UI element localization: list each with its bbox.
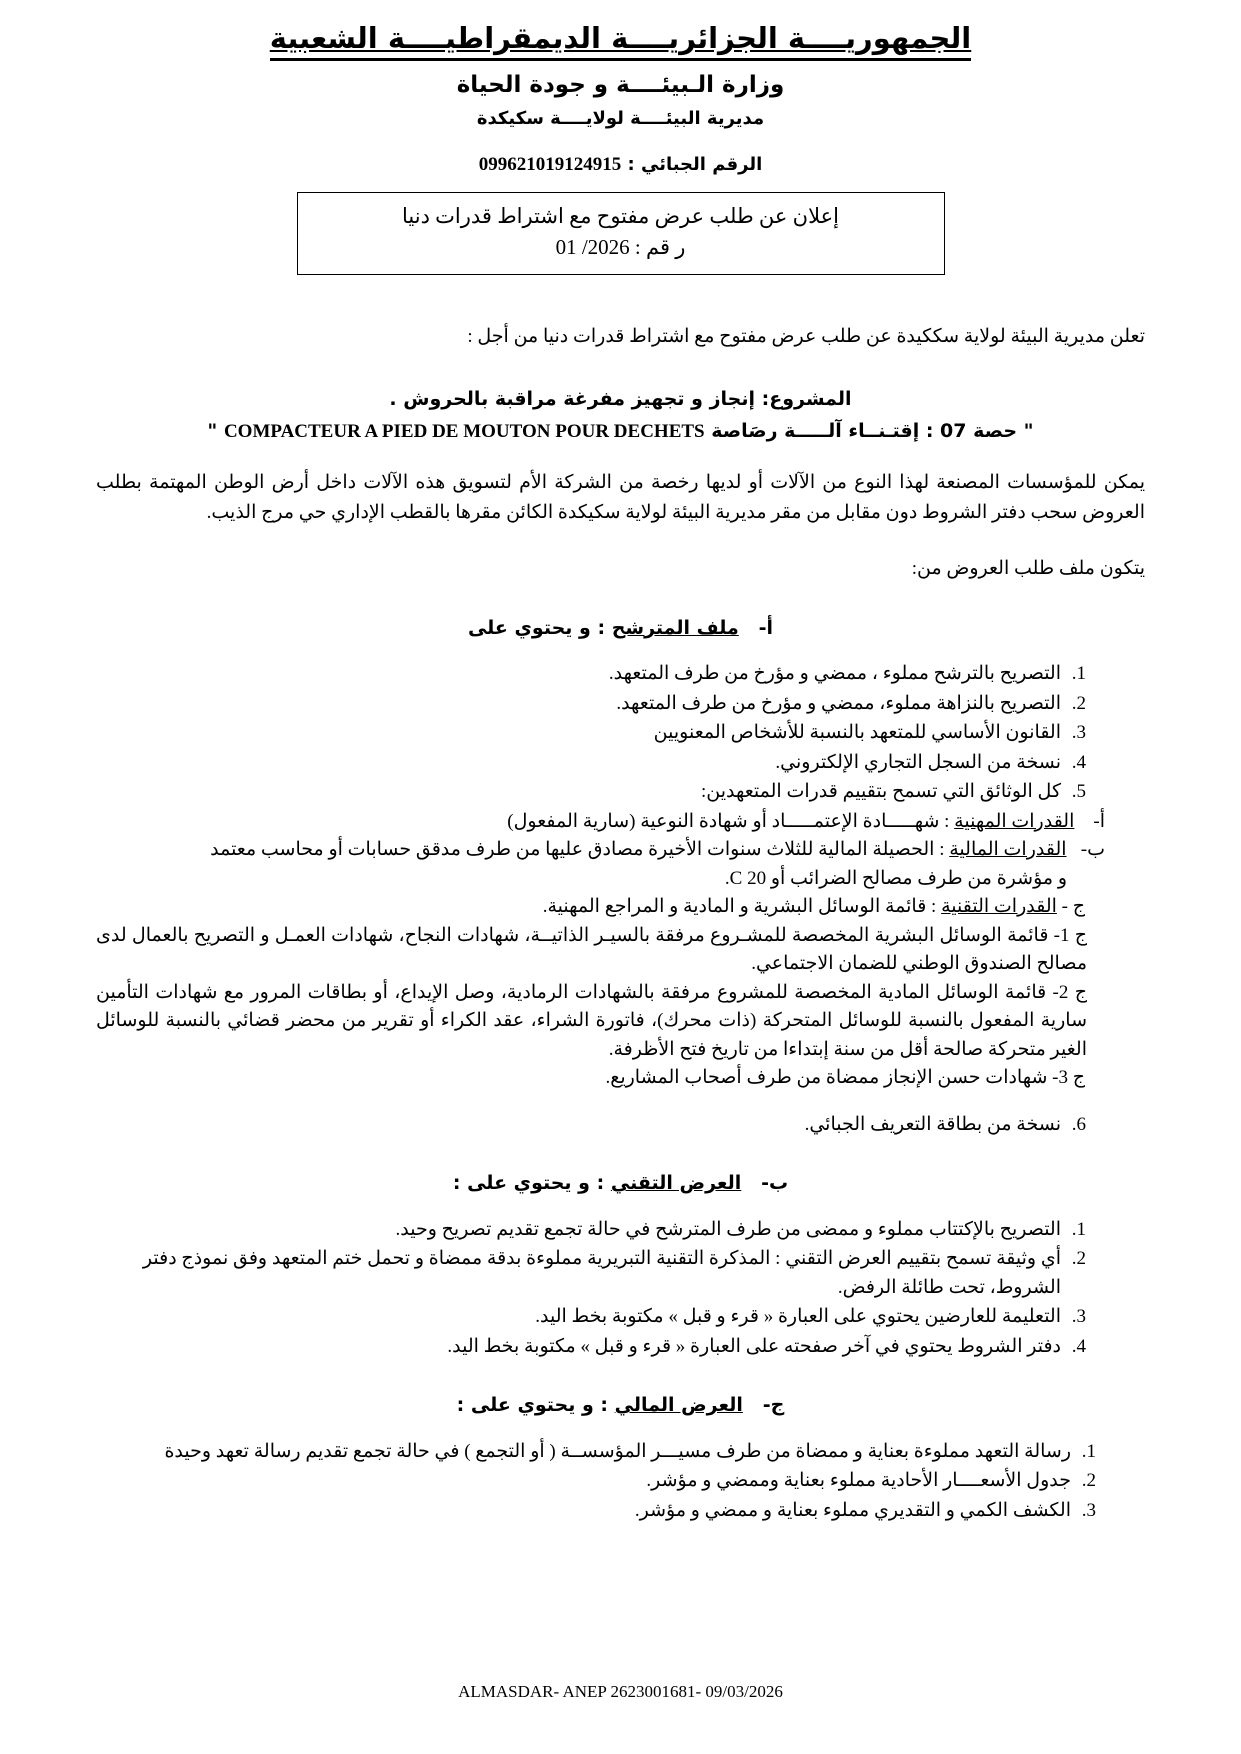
project-lot (96, 417, 1145, 447)
section-c-list (96, 1438, 1145, 1526)
section-c-heading (96, 1391, 1145, 1420)
section-a-list (96, 660, 1145, 807)
announcement-title: إعلان عن طلب عرض مفتوح مع اشتراط قدرات دنيا (401, 203, 839, 228)
list-item: 1. التصريح بالترشح مملوء ، ممضي و مؤرخ من طرف المتعهد. (96, 660, 1067, 689)
project-block (96, 385, 1145, 446)
capability-technical-title: القدرات التقنية (941, 896, 1057, 918)
list-item: 6. نسخة من بطاقة التعريف الجبائي. (96, 1111, 1067, 1140)
section-a-list-cont (96, 1111, 1145, 1140)
tax-number-line (96, 154, 1145, 176)
list-item: 1. رسالة التعهد مملوءة بعناية و ممضاة من طرف مسيـــر المؤسســة ( أو التجمع ) في حالة تجمع تقديم رسالة تعهد وحيدة (96, 1438, 1077, 1467)
document-content (96, 20, 1145, 1526)
capability-technical-text: : قائمة الوسائل البشرية و المادية و المراجع المهنية. (542, 896, 937, 918)
capability-professional-marker: أ- (1093, 810, 1105, 832)
capability-j1: ج 1- قائمة الوسائل البشرية المخصصة للمشـروع مرفقة بالسيـر الذاتيــة، شهادات النجاح، شهادات العمـل و التصريح بالعمال لدى مصالح الصندوق الوطني للضمان الاجتماعي. (96, 924, 1088, 975)
capability-technical-marker: ج - (1061, 896, 1085, 918)
tax-number-value: 099621019124915 (478, 153, 622, 175)
file-composition-line: يتكون ملف طلب العروض من: (911, 558, 1145, 580)
capability-j3: ج 3- شهادات حسن الإنجاز ممضاة من طرف أصحاب المشاريع. (605, 1067, 1085, 1089)
header-republic-text: الجمهوريــــة الجزائريــــة الديمقراطيــــة الشعبية (270, 21, 972, 61)
list-item: 4. نسخة من السجل التجاري الإلكتروني. (96, 749, 1067, 778)
capability-technical (96, 893, 1145, 922)
section-a-title: ملف المترشح (611, 616, 739, 639)
list-item: 2. جدول الأسعــــار الأحادية مملوء بعناية وممضي و مؤشر. (96, 1467, 1077, 1496)
project-label: المشروع: إنجاز و تجهيز مفرغة مراقبة بالحروش . (389, 388, 852, 411)
section-b-title: العرض التقني (610, 1172, 742, 1195)
section-b-heading (96, 1169, 1145, 1198)
header-republic (96, 20, 1145, 58)
section-a-marker: أ- (758, 616, 774, 639)
capability-financial-title: القدرات المالية (949, 839, 1067, 861)
section-c-title: العرض المالي (614, 1394, 743, 1417)
document-footer: ALMASDAR- ANEP 2623001681- 09/03/2026 (458, 1682, 783, 1701)
project-lot-suffix: " (207, 419, 218, 442)
announcement-number: ر قم : 2026/ 01 (555, 235, 686, 260)
capability-professional-text: : شهـــــادة الإعتمـــــاد أو شهادة النوعية (سارية المفعول) (507, 810, 950, 832)
capability-professional-title: القدرات المهنية (954, 810, 1075, 832)
section-a-heading (96, 614, 1145, 643)
eligibility-paragraph: يمكن للمؤسسات المصنعة لهذا النوع من الآلات أو لديها رخصة من الشركة الأم لتسويق هذه الآلات داخل أرض الوطن المهتمة بطلب العروض سحب دفتر الشروط دون مقابل من مقر مديرية البيئة لولاية سكيكدة الكائن مقرها بالقطب الإداري حي مرج الذيب. (96, 472, 1145, 523)
section-b-list (96, 1216, 1145, 1362)
list-item: 2. التصريح بالنزاهة مملوء، ممضي و مؤرخ من طرف المتعهد. (96, 690, 1067, 719)
section-b-marker: ب- (761, 1172, 789, 1195)
capability-financial-marker: ب- (1080, 839, 1105, 861)
section-b-suffix: : و يحتوي على : (452, 1172, 605, 1195)
capability-financial-text2: و مؤشرة من طرف مصالح الضرائب أو 20 C. (724, 867, 1067, 889)
capability-professional (96, 808, 1145, 837)
list-item: 3. التعليمة للعارضين يحتوي على العبارة « قرء و قبل » مكتوبة بخط اليد. (96, 1303, 1067, 1332)
capability-financial-text: : الحصيلة المالية للثلاث سنوات الأخيرة مصادق عليها من طرف مدقق حسابات أو محاسب معتمد (210, 839, 945, 861)
capability-financial (96, 836, 1145, 865)
list-item: 3. القانون الأساسي للمتعهد بالنسبة للأشخاص المعنويين (96, 719, 1067, 748)
announcement-title-box (297, 192, 945, 275)
header-directorate: مديرية البيئــــة لولايــــة سكيكدة (476, 107, 765, 129)
capability-j2: ج 2- قائمة الوسائل المادية المخصصة للمشروع مرفقة بالشهادات الرمادية، وصل الإيداع، أو بطاقات المرور مع شهادات التأمين سارية المفعول بالنسبة للوسائل المتحركة (ذات محرك)، فاتورة الشراء، عقد الكراء أو تقرير من محضر قضائي بالنسبة للوسائل الغير متحركة صالحة أقل من سنة إبتداءا من تاريخ فتح الأظرفة. (96, 981, 1088, 1060)
list-item: 2. أي وثيقة تسمح بتقييم العرض التقني : المذكرة التقنية التبريرية مملوءة بدقة ممضاة و تحمل ختم المتعهد وفق نموذج دفتر الشروط، تحت طائلة الرفض. (96, 1245, 1067, 1302)
list-item: 5. كل الوثائق التي تسمح بتقييم قدرات المتعهدين: (96, 778, 1067, 807)
section-a-suffix: : و يحتوي على (467, 616, 606, 639)
intro-paragraph: تعلن مديرية البيئة لولاية سككيدة عن طلب عرض مفتوح مع اشتراط قدرات دنيا من أجل : (467, 325, 1145, 347)
list-item: 1. التصريح بالإكتتاب مملوء و ممضى من طرف المترشح في حالة تجمع تقديم تصريح وحيد. (96, 1216, 1067, 1245)
project-lot-french: COMPACTEUR A PIED DE MOUTON POUR DECHETS (223, 420, 705, 442)
list-item: 3. الكشف الكمي و التقديري مملوء بعناية و ممضي و مؤشر. (96, 1497, 1077, 1526)
section-c-suffix: : و يحتوي على : (456, 1394, 608, 1417)
list-item: 4. دفتر الشروط يحتوي في آخر صفحته على العبارة « قرء و قبل » مكتوبة بخط اليد. (96, 1333, 1067, 1362)
project-lot-prefix: " حصة 07 : إقتـنــاء آلـــــة رصَاصة (711, 419, 1034, 442)
tax-number-label: الرقم الجبائي : (627, 153, 763, 175)
section-c-marker: ج- (762, 1394, 785, 1417)
header-ministry: وزارة الـبيئــــة و جودة الحياة (456, 72, 785, 99)
